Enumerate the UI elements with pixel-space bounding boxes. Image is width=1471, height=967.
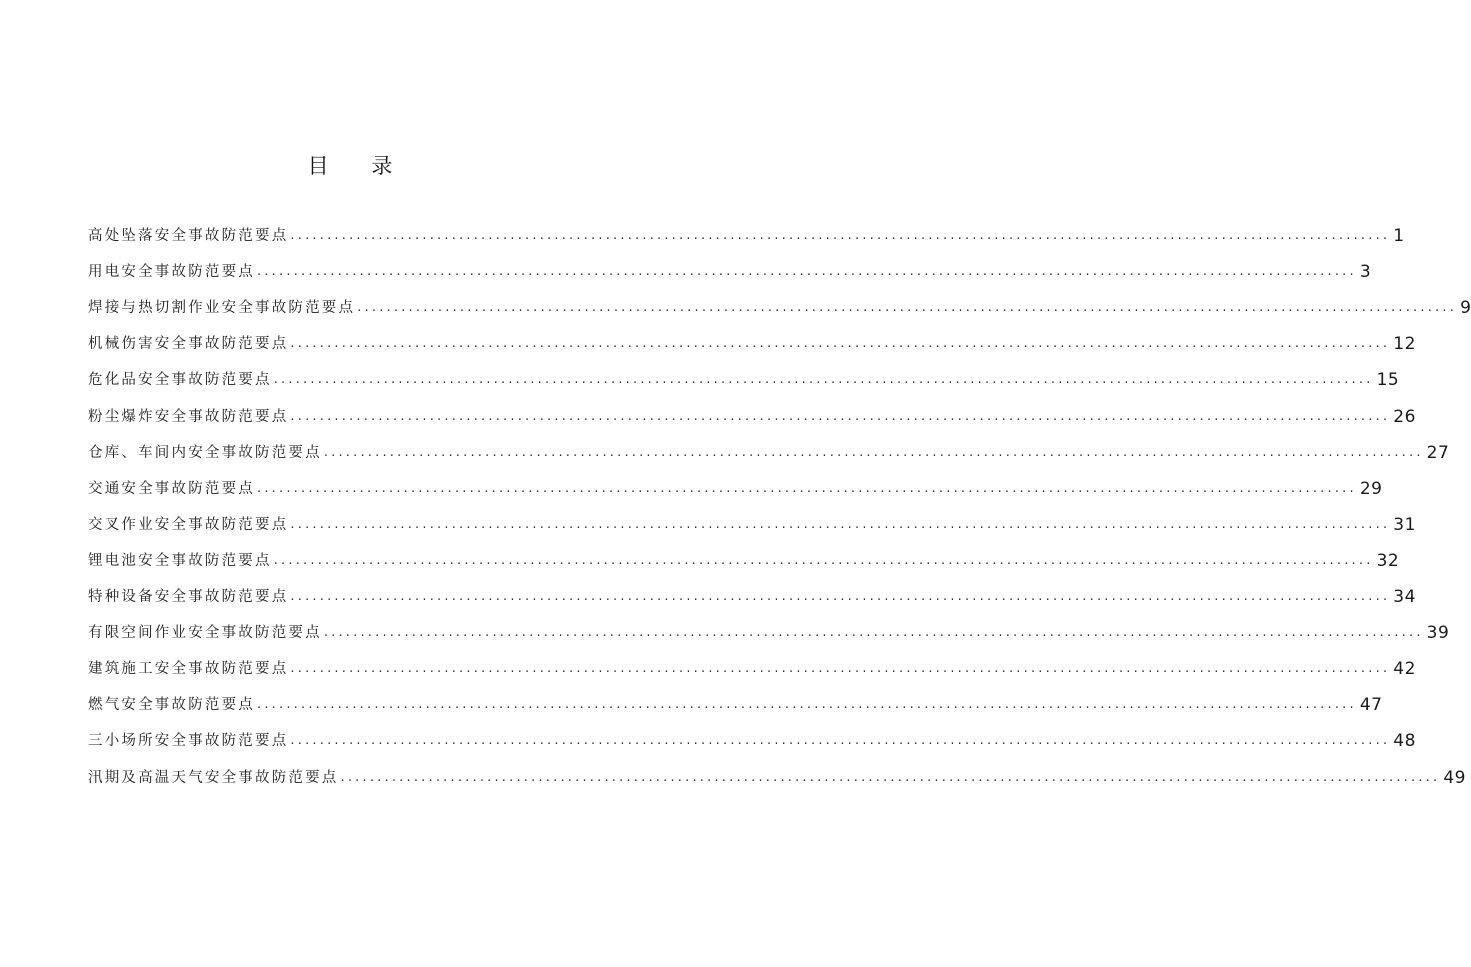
toc-page-number: 9: [1460, 298, 1471, 319]
toc-dot-leader: ......................................................................................................................................................: [290, 336, 1391, 352]
toc-entry[interactable]: [88, 643, 1416, 680]
toc-page-number: 26: [1393, 406, 1416, 427]
toc-entry[interactable]: [88, 571, 1416, 608]
toc-dot-leader: ......................................................................................................................................................: [290, 733, 1391, 749]
toc-dot-leader: ......................................................................................................................................................: [273, 372, 1374, 388]
toc-entry-label: 特种设备安全事故防范要点: [88, 589, 289, 606]
toc-entry[interactable]: [88, 751, 1466, 788]
toc-entry-label: 汛期及高温天气安全事故防范要点: [88, 769, 339, 786]
table-of-contents: [88, 210, 1471, 788]
toc-entry[interactable]: [88, 679, 1383, 716]
toc-page-number: 42: [1393, 659, 1416, 680]
toc-page-number: 39: [1426, 623, 1450, 644]
toc-entry-label: 危化品安全事故防范要点: [88, 372, 272, 389]
toc-entry[interactable]: [88, 535, 1400, 571]
toc-entry[interactable]: [88, 354, 1400, 391]
toc-page-number: 3: [1359, 262, 1372, 283]
toc-entry[interactable]: [88, 246, 1372, 283]
toc-dot-leader: ......................................................................................................................................................: [290, 516, 1391, 532]
toc-entry-label: 交叉作业安全事故防范要点: [88, 516, 289, 533]
toc-dot-leader: ......................................................................................................................................................: [290, 589, 1391, 605]
toc-dot-leader: ......................................................................................................................................................: [340, 769, 1441, 785]
toc-dot-leader: ......................................................................................................................................................: [290, 408, 1391, 424]
toc-entry-label: 有限空间作业安全事故防范要点: [88, 625, 322, 642]
toc-dot-leader: ......................................................................................................................................................: [257, 697, 1357, 713]
toc-entry-label: 粉尘爆炸安全事故防范要点: [88, 408, 289, 425]
toc-page-number: 34: [1393, 587, 1416, 608]
toc-entry[interactable]: [88, 282, 1471, 319]
toc-page-number: 31: [1393, 514, 1416, 535]
toc-dot-leader: ......................................................................................................................................................: [290, 661, 1391, 677]
toc-entry-label: 机械伤害安全事故防范要点: [88, 336, 289, 353]
page-title: 目 录: [307, 154, 411, 178]
toc-entry[interactable]: [88, 390, 1416, 427]
toc-entry[interactable]: [88, 210, 1405, 247]
toc-dot-leader: ......................................................................................................................................................: [290, 228, 1391, 244]
toc-entry[interactable]: [88, 607, 1450, 644]
toc-entry[interactable]: [88, 715, 1416, 752]
toc-dot-leader: ......................................................................................................................................................: [323, 625, 1424, 641]
toc-dot-leader: ......................................................................................................................................................: [357, 300, 1458, 316]
toc-page-number: 27: [1426, 442, 1450, 463]
toc-page-number: 1: [1393, 226, 1405, 247]
toc-page-number: 47: [1359, 695, 1383, 716]
toc-entry[interactable]: [88, 499, 1416, 535]
toc-entry-label: 建筑施工安全事故防范要点: [88, 661, 289, 678]
toc-entry-label: 锂电池安全事故防范要点: [88, 552, 272, 569]
toc-dot-leader: ......................................................................................................................................................: [323, 444, 1424, 460]
toc-dot-leader: ......................................................................................................................................................: [257, 480, 1357, 496]
toc-entry[interactable]: [88, 463, 1383, 499]
toc-entry-label: 仓库、车间内安全事故防范要点: [88, 444, 322, 461]
toc-dot-leader: ......................................................................................................................................................: [257, 264, 1357, 280]
toc-page-number: 32: [1376, 550, 1400, 571]
toc-dot-leader: ......................................................................................................................................................: [273, 552, 1374, 568]
toc-entry-label: 用电安全事故防范要点: [88, 264, 255, 281]
toc-page-number: 12: [1393, 334, 1416, 355]
toc-entry-label: 交通安全事故防范要点: [88, 480, 255, 497]
toc-entry[interactable]: [88, 318, 1416, 355]
toc-page-number: 48: [1393, 731, 1416, 752]
toc-entry-label: 三小场所安全事故防范要点: [88, 733, 289, 750]
toc-entry-label: 高处坠落安全事故防范要点: [88, 228, 289, 245]
toc-page-number: 15: [1376, 370, 1400, 391]
toc-entry-label: 焊接与热切割作业安全事故防范要点: [88, 300, 356, 317]
toc-page-number: 49: [1443, 767, 1466, 788]
toc-page-number: 29: [1359, 478, 1383, 499]
toc-entry[interactable]: [88, 427, 1450, 463]
toc-entry-label: 燃气安全事故防范要点: [88, 697, 255, 714]
